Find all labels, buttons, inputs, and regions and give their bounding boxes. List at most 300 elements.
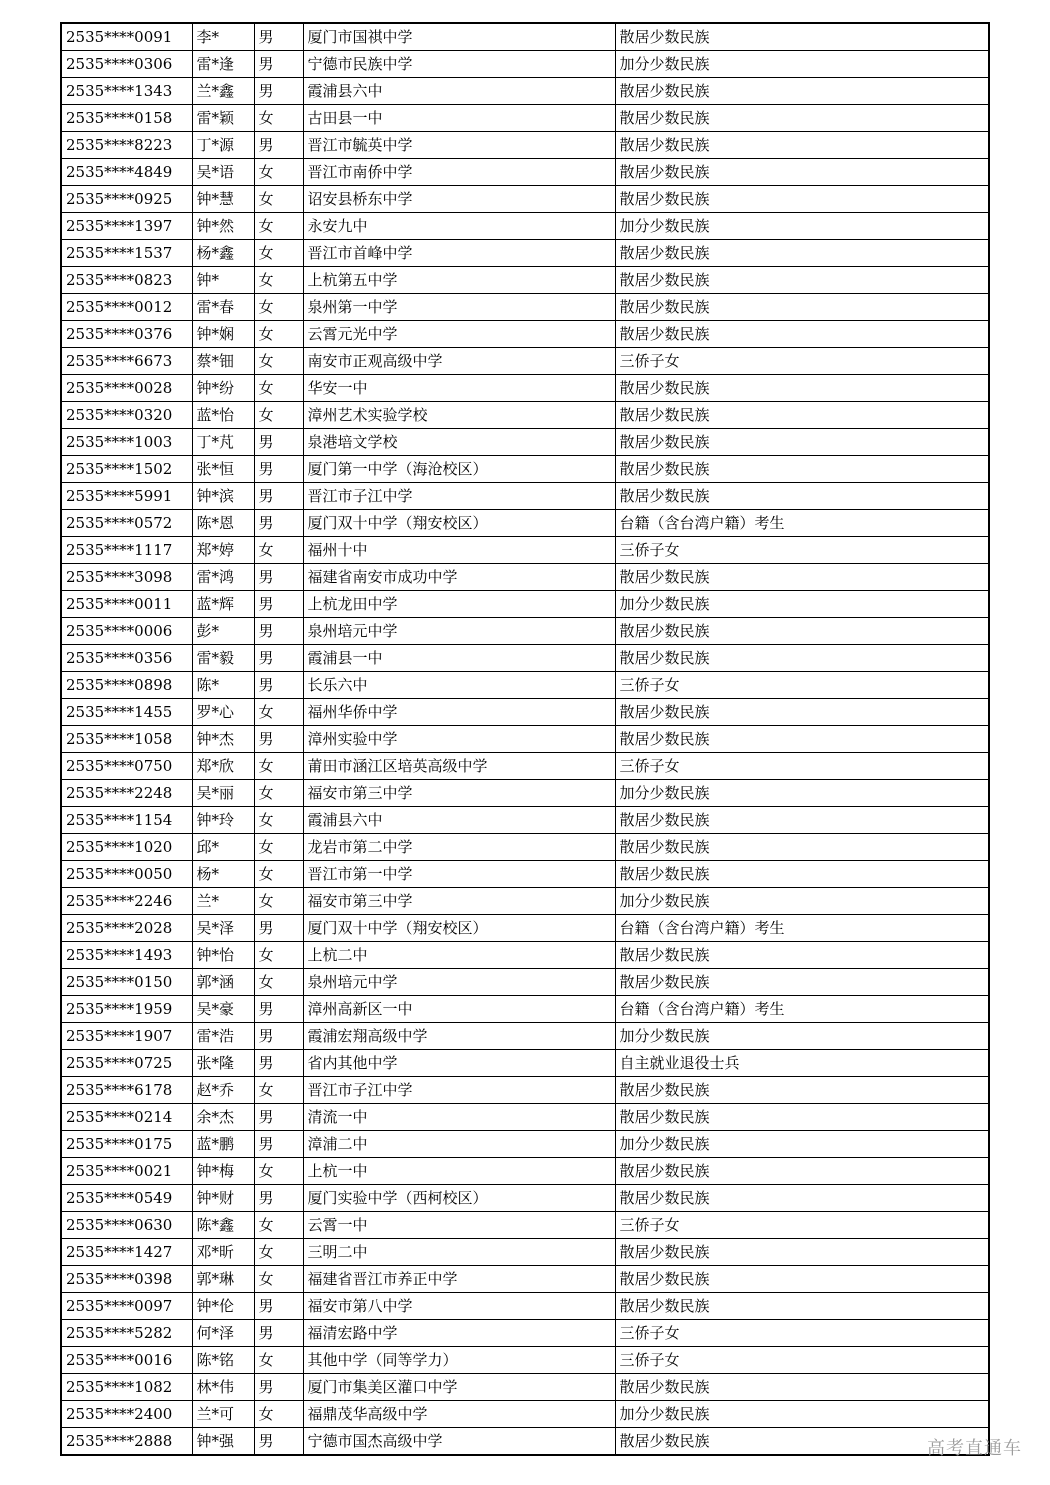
category-cell: 自主就业退役士兵 [615, 1050, 989, 1077]
table-row [61, 807, 989, 834]
table-row [61, 780, 989, 807]
name-cell: 蓝*怡 [192, 402, 254, 429]
school-cell: 霞浦县六中 [303, 78, 615, 105]
gender-cell: 女 [254, 942, 303, 969]
candidate-id-cell: 2535****0630 [61, 1212, 192, 1239]
table-row [61, 1131, 989, 1158]
gender-cell: 男 [254, 726, 303, 753]
gender-cell: 男 [254, 1104, 303, 1131]
candidate-id-cell: 2535****1082 [61, 1374, 192, 1401]
name-cell: 张*隆 [192, 1050, 254, 1077]
category-cell: 散居少数民族 [615, 132, 989, 159]
candidate-id-cell: 2535****1427 [61, 1239, 192, 1266]
candidate-id-cell: 2535****1003 [61, 429, 192, 456]
school-cell: 上杭龙田中学 [303, 591, 615, 618]
table-row [61, 645, 989, 672]
school-cell: 古田县一中 [303, 105, 615, 132]
school-cell: 福鼎茂华高级中学 [303, 1401, 615, 1428]
category-cell: 散居少数民族 [615, 699, 989, 726]
category-cell: 散居少数民族 [615, 321, 989, 348]
gender-cell: 男 [254, 996, 303, 1023]
name-cell: 邓*昕 [192, 1239, 254, 1266]
candidate-id-cell: 2535****0823 [61, 267, 192, 294]
candidate-id-cell: 2535****0549 [61, 1185, 192, 1212]
category-cell: 台籍（含台湾户籍）考生 [615, 510, 989, 537]
candidate-id-cell: 2535****0097 [61, 1293, 192, 1320]
table-row [61, 564, 989, 591]
table-row [61, 888, 989, 915]
gender-cell: 男 [254, 1185, 303, 1212]
table-row [61, 402, 989, 429]
category-cell: 散居少数民族 [615, 1293, 989, 1320]
category-cell: 散居少数民族 [615, 969, 989, 996]
category-cell: 散居少数民族 [615, 834, 989, 861]
candidate-id-cell: 2535****2248 [61, 780, 192, 807]
category-cell: 散居少数民族 [615, 267, 989, 294]
table-row [61, 1401, 989, 1428]
gender-cell: 女 [254, 1212, 303, 1239]
candidate-id-cell: 2535****0012 [61, 294, 192, 321]
candidate-id-cell: 2535****0750 [61, 753, 192, 780]
category-cell: 散居少数民族 [615, 429, 989, 456]
table-row [61, 213, 989, 240]
gender-cell: 女 [254, 402, 303, 429]
table-row [61, 429, 989, 456]
name-cell: 蓝*鹏 [192, 1131, 254, 1158]
candidate-id-cell: 2535****0028 [61, 375, 192, 402]
candidate-id-cell: 2535****1343 [61, 78, 192, 105]
table-row [61, 861, 989, 888]
category-cell: 加分少数民族 [615, 51, 989, 78]
table-row [61, 105, 989, 132]
category-cell: 三侨子女 [615, 348, 989, 375]
school-cell: 厦门市集美区灌口中学 [303, 1374, 615, 1401]
gender-cell: 男 [254, 618, 303, 645]
table-row [61, 483, 989, 510]
gender-cell: 女 [254, 537, 303, 564]
category-cell: 台籍（含台湾户籍）考生 [615, 996, 989, 1023]
gender-cell: 女 [254, 294, 303, 321]
candidate-id-cell: 2535****4849 [61, 159, 192, 186]
school-cell: 厦门实验中学（西柯校区） [303, 1185, 615, 1212]
school-cell: 漳浦二中 [303, 1131, 615, 1158]
candidate-id-cell: 2535****1058 [61, 726, 192, 753]
table-row [61, 267, 989, 294]
school-cell: 宁德市民族中学 [303, 51, 615, 78]
gender-cell: 女 [254, 1077, 303, 1104]
school-cell: 宁德市国杰高级中学 [303, 1428, 615, 1456]
name-cell: 雷*颖 [192, 105, 254, 132]
gender-cell: 女 [254, 1401, 303, 1428]
table-row [61, 1266, 989, 1293]
candidate-id-cell: 2535****0091 [61, 23, 192, 51]
gender-cell: 男 [254, 591, 303, 618]
table-row [61, 348, 989, 375]
table-row [61, 942, 989, 969]
school-cell: 厦门市国祺中学 [303, 23, 615, 51]
name-cell: 雷*春 [192, 294, 254, 321]
school-cell: 厦门双十中学（翔安校区） [303, 510, 615, 537]
school-cell: 三明二中 [303, 1239, 615, 1266]
name-cell: 钟*滨 [192, 483, 254, 510]
school-cell: 漳州实验中学 [303, 726, 615, 753]
table-row [61, 672, 989, 699]
name-cell: 钟*然 [192, 213, 254, 240]
school-cell: 泉州培元中学 [303, 618, 615, 645]
category-cell: 散居少数民族 [615, 807, 989, 834]
table-row [61, 1374, 989, 1401]
name-cell: 李* [192, 23, 254, 51]
candidate-id-cell: 2535****0725 [61, 1050, 192, 1077]
category-cell: 散居少数民族 [615, 1374, 989, 1401]
school-cell: 福建省南安市成功中学 [303, 564, 615, 591]
name-cell: 丁*芃 [192, 429, 254, 456]
candidate-id-cell: 2535****1154 [61, 807, 192, 834]
table-row [61, 591, 989, 618]
gender-cell: 女 [254, 1158, 303, 1185]
category-cell: 散居少数民族 [615, 1158, 989, 1185]
gender-cell: 男 [254, 483, 303, 510]
gender-cell: 男 [254, 1428, 303, 1456]
name-cell: 陈* [192, 672, 254, 699]
school-cell: 省内其他中学 [303, 1050, 615, 1077]
table-row [61, 1293, 989, 1320]
category-cell: 散居少数民族 [615, 402, 989, 429]
watermark-logo-text: 高考直通车 [927, 1438, 1022, 1459]
school-cell: 泉州培元中学 [303, 969, 615, 996]
name-cell: 钟*怡 [192, 942, 254, 969]
category-cell: 台籍（含台湾户籍）考生 [615, 915, 989, 942]
gender-cell: 男 [254, 645, 303, 672]
school-cell: 福安市第三中学 [303, 888, 615, 915]
school-cell: 福州华侨中学 [303, 699, 615, 726]
name-cell: 余*杰 [192, 1104, 254, 1131]
name-cell: 郑*欣 [192, 753, 254, 780]
gender-cell: 男 [254, 429, 303, 456]
candidate-id-cell: 2535****5991 [61, 483, 192, 510]
name-cell: 钟*财 [192, 1185, 254, 1212]
candidate-id-cell: 2535****0356 [61, 645, 192, 672]
candidate-id-cell: 2535****0006 [61, 618, 192, 645]
table-row [61, 1320, 989, 1347]
category-cell: 散居少数民族 [615, 726, 989, 753]
table-row [61, 510, 989, 537]
table-row [61, 1239, 989, 1266]
category-cell: 加分少数民族 [615, 780, 989, 807]
gender-cell: 女 [254, 321, 303, 348]
school-cell: 清流一中 [303, 1104, 615, 1131]
gender-cell: 女 [254, 1266, 303, 1293]
gender-cell: 女 [254, 213, 303, 240]
school-cell: 上杭第五中学 [303, 267, 615, 294]
gender-cell: 女 [254, 105, 303, 132]
candidate-id-cell: 2535****0011 [61, 591, 192, 618]
candidate-id-cell: 2535****0016 [61, 1347, 192, 1374]
table-row [61, 321, 989, 348]
gender-cell: 男 [254, 1131, 303, 1158]
table-row [61, 132, 989, 159]
name-cell: 张*恒 [192, 456, 254, 483]
table-row [61, 1212, 989, 1239]
candidate-id-cell: 2535****0572 [61, 510, 192, 537]
gender-cell: 女 [254, 807, 303, 834]
gender-cell: 女 [254, 1239, 303, 1266]
name-cell: 吴*豪 [192, 996, 254, 1023]
gender-cell: 女 [254, 969, 303, 996]
candidate-id-cell: 2535****2028 [61, 915, 192, 942]
category-cell: 散居少数民族 [615, 645, 989, 672]
table-row [61, 834, 989, 861]
candidate-id-cell: 2535****6178 [61, 1077, 192, 1104]
school-cell: 龙岩市第二中学 [303, 834, 615, 861]
gender-cell: 女 [254, 753, 303, 780]
name-cell: 杨*鑫 [192, 240, 254, 267]
student-roster-table [60, 22, 990, 1456]
category-cell: 三侨子女 [615, 1320, 989, 1347]
candidate-id-cell: 2535****0158 [61, 105, 192, 132]
school-cell: 晋江市子江中学 [303, 1077, 615, 1104]
name-cell: 钟*娴 [192, 321, 254, 348]
table-row [61, 375, 989, 402]
gender-cell: 女 [254, 1347, 303, 1374]
school-cell: 长乐六中 [303, 672, 615, 699]
category-cell: 三侨子女 [615, 1212, 989, 1239]
name-cell: 蔡*钿 [192, 348, 254, 375]
name-cell: 丁*源 [192, 132, 254, 159]
table-row [61, 456, 989, 483]
category-cell: 散居少数民族 [615, 483, 989, 510]
school-cell: 福安市第八中学 [303, 1293, 615, 1320]
school-cell: 云霄元光中学 [303, 321, 615, 348]
table-row [61, 1185, 989, 1212]
name-cell: 吴*丽 [192, 780, 254, 807]
name-cell: 钟*梅 [192, 1158, 254, 1185]
name-cell: 蓝*辉 [192, 591, 254, 618]
gender-cell: 女 [254, 699, 303, 726]
table-row [61, 1428, 989, 1456]
gender-cell: 男 [254, 564, 303, 591]
gender-cell: 男 [254, 1320, 303, 1347]
name-cell: 雷*逢 [192, 51, 254, 78]
name-cell: 杨* [192, 861, 254, 888]
table-row [61, 726, 989, 753]
name-cell: 兰*可 [192, 1401, 254, 1428]
category-cell: 加分少数民族 [615, 213, 989, 240]
gender-cell: 男 [254, 1050, 303, 1077]
candidate-id-cell: 2535****0925 [61, 186, 192, 213]
category-cell: 散居少数民族 [615, 456, 989, 483]
category-cell: 加分少数民族 [615, 1131, 989, 1158]
school-cell: 晋江市子江中学 [303, 483, 615, 510]
name-cell: 钟*玲 [192, 807, 254, 834]
category-cell: 三侨子女 [615, 1347, 989, 1374]
table-row [61, 996, 989, 1023]
name-cell: 陈*恩 [192, 510, 254, 537]
name-cell: 林*伟 [192, 1374, 254, 1401]
name-cell: 罗*心 [192, 699, 254, 726]
candidate-id-cell: 2535****1493 [61, 942, 192, 969]
category-cell: 散居少数民族 [615, 294, 989, 321]
gender-cell: 女 [254, 888, 303, 915]
school-cell: 晋江市毓英中学 [303, 132, 615, 159]
school-cell: 晋江市第一中学 [303, 861, 615, 888]
category-cell: 散居少数民族 [615, 78, 989, 105]
candidate-id-cell: 2535****0898 [61, 672, 192, 699]
table-row [61, 969, 989, 996]
candidate-id-cell: 2535****0320 [61, 402, 192, 429]
candidate-id-cell: 2535****2246 [61, 888, 192, 915]
category-cell: 三侨子女 [615, 672, 989, 699]
school-cell: 晋江市首峰中学 [303, 240, 615, 267]
category-cell: 散居少数民族 [615, 1266, 989, 1293]
candidate-id-cell: 2535****1020 [61, 834, 192, 861]
name-cell: 钟*纷 [192, 375, 254, 402]
category-cell: 三侨子女 [615, 753, 989, 780]
candidate-id-cell: 2535****0306 [61, 51, 192, 78]
candidate-id-cell: 2535****2400 [61, 1401, 192, 1428]
school-cell: 福建省晋江市养正中学 [303, 1266, 615, 1293]
gender-cell: 女 [254, 375, 303, 402]
candidate-id-cell: 2535****0175 [61, 1131, 192, 1158]
school-cell: 云霄一中 [303, 1212, 615, 1239]
school-cell: 漳州高新区一中 [303, 996, 615, 1023]
name-cell: 郭*涵 [192, 969, 254, 996]
school-cell: 华安一中 [303, 375, 615, 402]
category-cell: 散居少数民族 [615, 1239, 989, 1266]
candidate-id-cell: 2535****0376 [61, 321, 192, 348]
table-row [61, 186, 989, 213]
gender-cell: 女 [254, 186, 303, 213]
gender-cell: 男 [254, 1023, 303, 1050]
gender-cell: 男 [254, 132, 303, 159]
category-cell: 加分少数民族 [615, 1401, 989, 1428]
gender-cell: 男 [254, 23, 303, 51]
name-cell: 陈*铭 [192, 1347, 254, 1374]
name-cell: 吴*语 [192, 159, 254, 186]
gender-cell: 男 [254, 672, 303, 699]
table-row [61, 51, 989, 78]
table-row [61, 159, 989, 186]
candidate-id-cell: 2535****1397 [61, 213, 192, 240]
table-row [61, 240, 989, 267]
table-row [61, 1050, 989, 1077]
category-cell: 散居少数民族 [615, 1077, 989, 1104]
candidate-id-cell: 2535****5282 [61, 1320, 192, 1347]
category-cell: 散居少数民族 [615, 861, 989, 888]
gender-cell: 女 [254, 780, 303, 807]
school-cell: 霞浦宏翔高级中学 [303, 1023, 615, 1050]
gender-cell: 男 [254, 1293, 303, 1320]
gender-cell: 男 [254, 456, 303, 483]
candidate-id-cell: 2535****1537 [61, 240, 192, 267]
category-cell: 三侨子女 [615, 537, 989, 564]
gender-cell: 女 [254, 240, 303, 267]
name-cell: 吴*泽 [192, 915, 254, 942]
school-cell: 福州十中 [303, 537, 615, 564]
table-row [61, 1023, 989, 1050]
gender-cell: 女 [254, 348, 303, 375]
school-cell: 福清宏路中学 [303, 1320, 615, 1347]
school-cell: 福安市第三中学 [303, 780, 615, 807]
school-cell: 厦门第一中学（海沧校区） [303, 456, 615, 483]
candidate-id-cell: 2535****0398 [61, 1266, 192, 1293]
gender-cell: 女 [254, 834, 303, 861]
name-cell: 邱* [192, 834, 254, 861]
candidate-id-cell: 2535****1117 [61, 537, 192, 564]
gender-cell: 女 [254, 267, 303, 294]
school-cell: 厦门双十中学（翔安校区） [303, 915, 615, 942]
category-cell: 散居少数民族 [615, 375, 989, 402]
gender-cell: 男 [254, 915, 303, 942]
category-cell: 散居少数民族 [615, 186, 989, 213]
name-cell: 兰*鑫 [192, 78, 254, 105]
candidate-id-cell: 2535****2888 [61, 1428, 192, 1456]
table-row [61, 915, 989, 942]
gender-cell: 女 [254, 861, 303, 888]
candidate-id-cell: 2535****1959 [61, 996, 192, 1023]
school-cell: 泉州第一中学 [303, 294, 615, 321]
candidate-id-cell: 2535****6673 [61, 348, 192, 375]
table-row [61, 294, 989, 321]
name-cell: 郑*婷 [192, 537, 254, 564]
school-cell: 上杭一中 [303, 1158, 615, 1185]
candidate-id-cell: 2535****1455 [61, 699, 192, 726]
name-cell: 陈*鑫 [192, 1212, 254, 1239]
category-cell: 散居少数民族 [615, 240, 989, 267]
school-cell: 永安九中 [303, 213, 615, 240]
name-cell: 赵*乔 [192, 1077, 254, 1104]
roster-body [61, 23, 989, 1455]
category-cell: 散居少数民族 [615, 618, 989, 645]
school-cell: 其他中学（同等学力） [303, 1347, 615, 1374]
table-row [61, 699, 989, 726]
school-cell: 晋江市南侨中学 [303, 159, 615, 186]
candidate-id-cell: 2535****1907 [61, 1023, 192, 1050]
school-cell: 诏安县桥东中学 [303, 186, 615, 213]
category-cell: 散居少数民族 [615, 942, 989, 969]
category-cell: 散居少数民族 [615, 1185, 989, 1212]
table-row [61, 1158, 989, 1185]
name-cell: 雷*鸿 [192, 564, 254, 591]
category-cell: 加分少数民族 [615, 591, 989, 618]
category-cell: 散居少数民族 [615, 23, 989, 51]
candidate-id-cell: 2535****0050 [61, 861, 192, 888]
candidate-id-cell: 2535****0214 [61, 1104, 192, 1131]
school-cell: 漳州艺术实验学校 [303, 402, 615, 429]
table-row [61, 618, 989, 645]
school-cell: 上杭二中 [303, 942, 615, 969]
table-row [61, 1104, 989, 1131]
school-cell: 霞浦县六中 [303, 807, 615, 834]
name-cell: 雷*毅 [192, 645, 254, 672]
table-row [61, 78, 989, 105]
gender-cell: 男 [254, 510, 303, 537]
table-row [61, 1347, 989, 1374]
candidate-id-cell: 2535****8223 [61, 132, 192, 159]
name-cell: 郭*琳 [192, 1266, 254, 1293]
name-cell: 钟*杰 [192, 726, 254, 753]
category-cell: 散居少数民族 [615, 564, 989, 591]
name-cell: 雷*浩 [192, 1023, 254, 1050]
name-cell: 钟*强 [192, 1428, 254, 1456]
gender-cell: 女 [254, 159, 303, 186]
candidate-id-cell: 2535****1502 [61, 456, 192, 483]
category-cell: 散居少数民族 [615, 1104, 989, 1131]
school-cell: 南安市正观高级中学 [303, 348, 615, 375]
candidate-id-cell: 2535****3098 [61, 564, 192, 591]
school-cell: 莆田市涵江区培英高级中学 [303, 753, 615, 780]
school-cell: 霞浦县一中 [303, 645, 615, 672]
